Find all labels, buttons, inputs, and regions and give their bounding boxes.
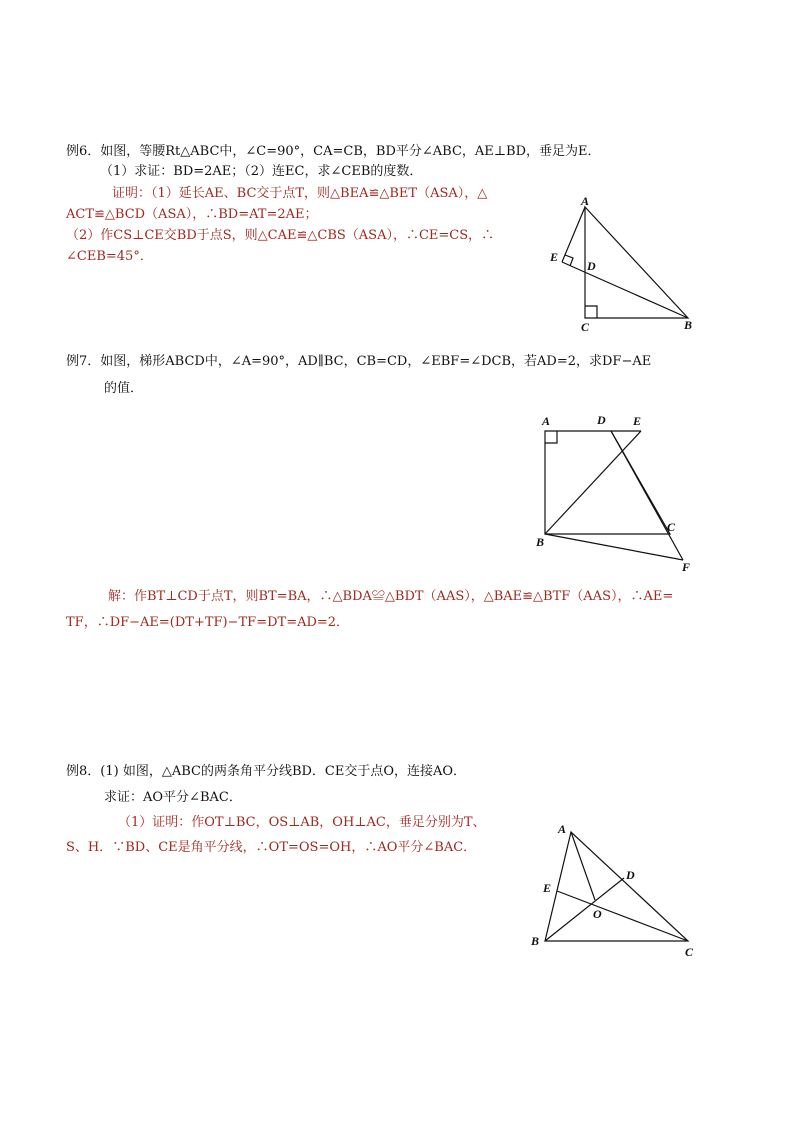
ex8-label-a: A [558, 822, 567, 836]
ex7-problem-line1: 例7．如图，梯形ABCD中，∠A=90°，AD∥BC，CB=CD，∠EBF=∠DCB，若AD=2，求DF−AE [66, 354, 652, 369]
ex8-label-e: E [543, 881, 552, 895]
ex8-solution-line1: （1）证明：作OT⊥BC，OS⊥AB，OH⊥AC，垂足分别为T、 [118, 815, 486, 830]
ex7-trapezoid-abcd [545, 431, 670, 534]
ex6-problem-line1: 例6．如图，等腰Rt△ABC中，∠C=90°，CA=CB，BD平分∠ABC，AE⊥BD，垂足为E． [66, 144, 601, 159]
ex6-triangle-abc [585, 207, 688, 318]
ex7-line-bf [545, 534, 683, 560]
ex6-label-b: B [684, 318, 693, 332]
ex8-solution-line2: S、H．∵BD、CE是角平分线，∴OT=OS=OH，∴AO平分∠BAC． [66, 840, 477, 855]
ex7-problem-line2: 的值． [104, 381, 144, 396]
ex7-line-be [545, 431, 641, 534]
ex7-label-d: D [597, 413, 606, 427]
ex6-label-a: A [581, 194, 590, 208]
ex8-bisector-bd [545, 878, 624, 941]
ex8-label-o: O [593, 907, 602, 921]
ex7-label-e: E [633, 414, 642, 428]
ex7-right-angle-a [545, 431, 557, 443]
ex6-right-angle-c [585, 306, 597, 318]
ex6-line-be [562, 262, 688, 318]
ex6-solution-line3: （2）作CS⊥CE交BD于点S，则△CAE≌△CBS（ASA），∴CE=CS，∴ [66, 228, 495, 243]
ex6-solution-line4: ∠CEB=45°． [66, 249, 153, 264]
ex8-figure [525, 818, 705, 963]
ex7-line-df [611, 431, 683, 560]
ex6-solution-line1: 证明：（1）延长AE、BC交于点T，则△BEA≌△BET（ASA），△ [112, 186, 488, 201]
ex8-label-d: D [626, 868, 635, 882]
ex7-label-b: B [536, 535, 545, 549]
ex7-solution-line1: 解：作BT⊥CD于点T，则BT=BA，∴△BDA≌△BDT（AAS），△BAE≌△BTF（AAS），∴AE= [108, 589, 674, 604]
ex6-solution-line2: ACT≌△BCD（ASA），∴BD=AT=2AE； [66, 207, 318, 222]
ex7-label-a: A [542, 414, 551, 428]
ex7-solution-line2: TF，∴DF−AE=(DT+TF)−TF=DT=AD=2． [66, 615, 350, 630]
ex8-line-ao [571, 832, 595, 900]
ex6-label-d: D [587, 259, 596, 273]
ex8-problem-line2: 求证：AO平分∠BAC． [104, 790, 242, 805]
ex7-figure [530, 408, 700, 573]
ex8-label-b: B [531, 934, 540, 948]
ex8-problem-line1: 例8．(1) 如图，△ABC的两条角平分线BD．CE交于点O，连接AO． [66, 764, 467, 779]
ex6-line-ae [562, 207, 585, 262]
ex6-label-c: C [581, 320, 590, 334]
ex7-label-f: F [682, 560, 691, 573]
ex7-label-c: C [667, 520, 676, 534]
ex6-problem-line2: （1）求证：BD=2AE；（2）连EC，求∠CEB的度数． [100, 164, 423, 179]
ex6-label-e: E [550, 250, 559, 264]
ex6-figure [540, 190, 710, 340]
ex8-label-c: C [685, 945, 694, 959]
